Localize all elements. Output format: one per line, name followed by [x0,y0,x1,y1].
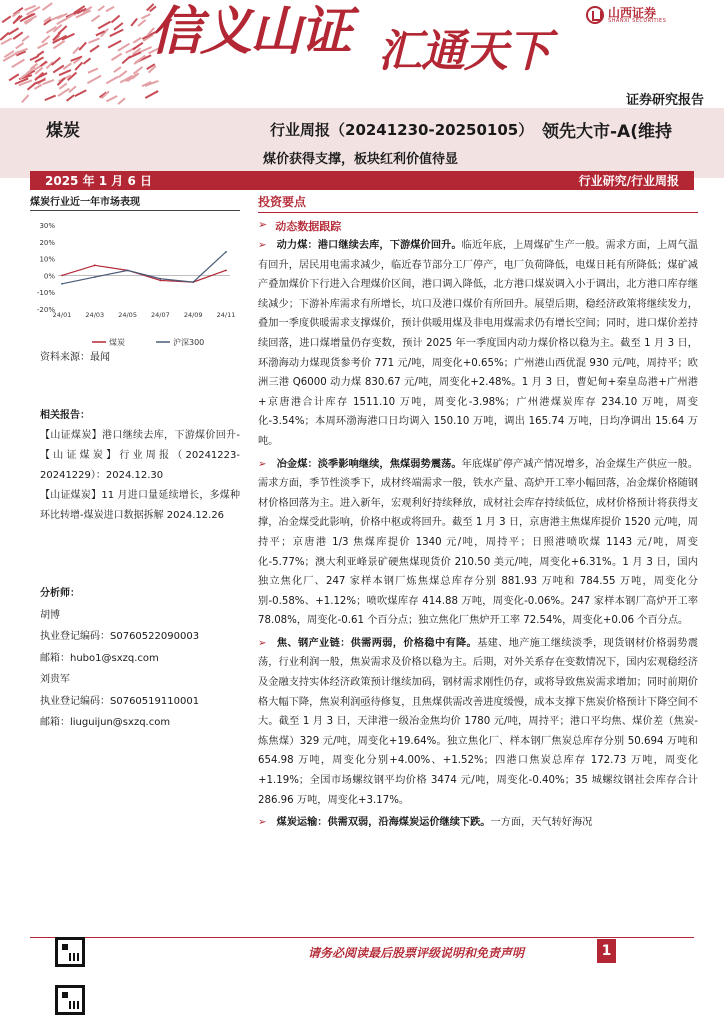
industry-name: 煤炭 [46,121,80,141]
paragraph-coke-steel: ➢ 焦、钢产业链：供需两弱，价格稳中有降。基建、地产施工继续淡季，现货钢材价格弱势震荡，行业利润一般，焦炭需求及价格以稳为主。后期，对外关系存在变数情况下，国内宏观稳经济及金融支持实体经济政策预计继续加码，钢材需求刚性仍存，或将导致焦炭需求增加；同时前期价格大幅下降，焦炭利润亟待修复，且焦煤供需改善进度缓慢，成本支撑下焦炭价格预计下降空间不大。截至 1 月 3 日，天津港一级冶金焦均价 1780 元/吨，周持平；港口平均焦、煤价差（焦炭-炼焦煤）329 元/吨，周变化+19.64%。独立焦化厂、样本钢厂焦炭总库存分别 50.694 万吨和 654.98 万吨，周变化分别+4.00%、+1.52%；四港口焦炭总库存 172.73 万吨，周变化+1.19%；全国市场螺纹钢平均价格 3474 元/吨，周变化-0.40%；35 城螺纹钢社会库存合计 286.96 万吨，周变化+3.17%。 [258,637,699,806]
analyst-line: 胡博 [40,609,60,621]
analyst-line: 执业登记编码：S0760519110001 [40,695,200,707]
bullet-arrow-icon: ➢ [258,218,268,231]
analyst-email[interactable]: 邮箱：hubo1@sxzq.com [40,652,159,664]
related-item-1[interactable]: 【山证煤炭】港口继续去库，下游煤价回升-【山证煤炭】行业周报（20241223-20241229）：2024.12.30 [40,430,240,481]
qr-code-icon[interactable] [55,985,85,1015]
series-line-coal [62,265,226,282]
y-tick-label: 30% [39,222,55,230]
data-point [225,269,227,271]
analysts-head: 分析师： [40,588,80,599]
analyst-email[interactable]: 邮箱：liuguijun@sxzq.com [40,717,171,728]
y-tick-label: 10% [39,255,55,264]
x-tick-label: 24/01 [52,311,72,319]
x-tick-label: 24/05 [118,311,137,319]
section-heading: 投资要点 [258,193,698,213]
logo-name-en: SHANXI SECURITIES [608,17,667,24]
y-tick-label: -20% [36,306,55,314]
logo-name-cn: 山西证券 [608,5,657,20]
main-content [258,193,698,833]
disclaimer[interactable]: 请务必阅读最后股票评级说明和免责声明 [308,946,525,960]
data-point [127,269,129,271]
report-type: 证券研究报告 [625,93,704,108]
related-reports [40,406,240,526]
logo-icon [586,6,604,24]
data-point [160,278,162,280]
paragraph-thermal-coal: ➢ 动力煤：港口继续去库，下游煤价回升。临近年底，上周煤矿生产一般。需求方面，上周气温有回升，居民用电需求减少，临近春节部分工厂停产，电厂负荷降低，电煤日耗有所降低；煤矿减产叠加煤价下行进入合理煤价区间，港口调入降低，北方港口煤炭调入小于调出，北方港口库存继续减少；下游补库需求有所增长，坑口及港口煤价有所回升。展望后期，稳经济政策将继续发力，叠加一季度供暖需求支撑煤价，预计供暖用煤及非电用煤需求仍有增长空间；同时，进口煤价差持续回落，进口煤增量仍存变数，预计 2025 年一季度国内动力煤价格以稳为主。截至 1 月 3 日，环渤海动力煤现货参考价 771 元/吨，周变化+0.65%；广州港山西优混 930 元/吨，周持平；欧洲三港 Q6000 动力煤 830.67 元/吨，周变化+2.48%。1 月 3 日，曹妃甸+秦皇岛港+广州港+京唐港合计库存 1511.10 万吨，周变化-3.98%；广州港煤炭库存 234.10 万吨，周变化-3.54%；本周环渤海港口日均调入 150.10 万吨，调出 165.74 万吨，日均净调出 15.64 万吨。 [258,240,699,447]
chart-panel [30,193,240,355]
data-point [61,275,63,277]
sub-heading: ➢ 动态数据跟踪 [258,218,342,233]
y-tick-label: 0% [43,272,55,281]
page-number: 1 [597,939,616,963]
banner-slogan-1: 信义山证 [150,1,351,62]
report-date: 2025 年 1 月 6 日 [45,174,152,188]
paragraph-coking-coal: ➢ 冶金煤：淡季影响继续，焦煤弱势震荡。年底煤矿停产减产情况增多，冶金煤生产供应一般。需求方面，季节性淡季下，成材终端需求一般，铁水产量、高炉开工率小幅回落，冶金煤价格随钢材价格回落为主。进入新年，宏观利好持续释放，成材社会库存持续低位，成材价格预计将获得支撑，冶金煤受此影响，价格中枢或将回升。截至 1 月 3 日，京唐港主焦煤库提价 1520 元/吨，周持平；京唐港 1/3 焦煤库提价 1340 元/吨，周持平；日照港喷吹煤 1143 元/吨，周变化-5.77%；澳大利亚峰景矿硬焦煤现货价 210.50 美元/吨，周变化+6.31%。1 月 3 日，国内独立焦化厂、247 家样本钢厂炼焦煤总库存分别 881.93 万吨和 784.55 万吨，周变化分别-0.58%、+1.12%；喷吹煤库存 414.88 万吨，周变化-0.06%。247 家样本钢厂高炉开工率 78.08%，周变化-0.61 个百分点；独立焦化厂焦炉开工率 72.54%，周变化+0.06 个百分点。 [258,458,699,627]
market-chart [30,215,240,351]
report-category: 行业研究/行业周报 [578,174,679,188]
x-tick-label: 24/11 [216,311,236,319]
analyst-line: 执业登记编码：S0760522090003 [40,631,200,642]
data-point [225,251,227,253]
bullet-arrow-icon: ➢ [258,817,267,829]
analyst-line: 刘贵军 [40,674,70,685]
footer-line [30,937,694,938]
data-point [192,281,194,283]
data-point [61,283,63,285]
data-point [94,276,96,278]
chart-title: 煤炭行业近一年市场表现 [30,193,240,211]
analysts [40,583,240,734]
legend-label: 沪深300 [173,338,205,347]
bullet-arrow-icon: ➢ [258,637,267,649]
y-tick-label: -10% [36,289,55,298]
date-bar [30,171,694,190]
related-item-2[interactable]: 【山证煤炭】11 月进口量延续增长，多煤种环比转增-煤炭进口数据拆解 2024.12.26 [40,490,240,521]
report-subtitle: 煤价获得支撑，板块红利价值待显 [263,152,459,167]
qr-code-icon[interactable] [55,937,85,967]
y-tick-label: 20% [39,238,55,247]
x-tick-label: 24/09 [183,311,203,319]
legend-label: 煤炭 [109,338,125,347]
bullet-arrow-icon: ➢ [258,458,267,470]
banner-slogan-2: 汇通天下 [378,26,550,77]
report-title: 行业周报（20241230-20250105） [270,121,534,139]
related-head: 相关报告： [40,410,90,421]
bullet-arrow-icon: ➢ [258,240,267,251]
x-tick-label: 24/03 [85,311,105,319]
x-tick-label: 24/07 [151,311,170,319]
data-point [160,280,162,282]
rating: 领先大市-A(维持 [542,122,672,142]
paragraph-coal-transport: ➢ 煤炭运输：供需双弱，沿海煤炭运价继续下跌。一方面，天气转好海况 [258,817,593,829]
chart-source: 资料来源：最闻 [40,352,110,363]
company-logo [586,6,666,24]
data-point [94,264,96,266]
